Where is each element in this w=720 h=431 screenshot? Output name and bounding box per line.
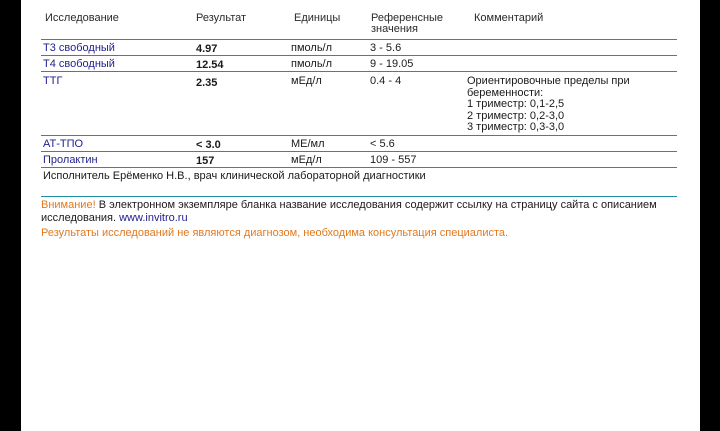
row-t3-reference: 3 - 5.6 bbox=[370, 42, 402, 54]
row-t4-units: пмоль/л bbox=[291, 58, 333, 70]
header-reference-line2: значения bbox=[371, 23, 419, 35]
row-t4-result: 12.54 bbox=[196, 59, 224, 71]
row-divider bbox=[41, 151, 677, 152]
row-t3-units: пмоль/л bbox=[291, 42, 333, 54]
row-attpo-name: АТ-ТПО bbox=[43, 138, 84, 150]
row-attpo-result: < 3.0 bbox=[196, 139, 221, 151]
comment-line: беременности: bbox=[467, 86, 544, 99]
lab-report-page bbox=[21, 0, 700, 431]
row-prolactin-units: мЕд/л bbox=[291, 154, 322, 166]
notice-block bbox=[41, 199, 681, 225]
row-prolactin-result: 157 bbox=[196, 155, 215, 167]
row-ttg-reference: 0.4 - 4 bbox=[370, 75, 402, 87]
row-prolactin-reference: 109 - 557 bbox=[370, 154, 417, 166]
executor-line: Исполнитель Ерёменко Н.В., врач клинической лабораторной диагностики bbox=[43, 170, 426, 182]
row-t3-name: Т3 свободный bbox=[43, 42, 115, 54]
row-attpo-reference: < 5.6 bbox=[370, 138, 395, 150]
row-divider bbox=[41, 55, 677, 56]
header-result: Результат bbox=[196, 12, 247, 24]
header-comment: Комментарий bbox=[474, 12, 544, 24]
comment-line: 3 триместр: 0,3-3,0 bbox=[467, 121, 565, 133]
row-ttg-units: мЕд/л bbox=[291, 75, 322, 87]
header-reference-line1: Референсные bbox=[371, 12, 444, 24]
row-attpo-units: МЕ/мл bbox=[291, 138, 325, 150]
notice-divider bbox=[41, 196, 677, 197]
comment-line: 1 триместр: 0,1-2,5 bbox=[467, 98, 565, 110]
row-ttg-result: 2.35 bbox=[196, 77, 218, 89]
row-t4-reference: 9 - 19.05 bbox=[370, 58, 414, 70]
row-t3-result: 4.97 bbox=[196, 43, 218, 55]
header-divider bbox=[41, 39, 677, 40]
warning-word: Внимание! bbox=[41, 199, 96, 211]
header-units: Единицы bbox=[294, 12, 341, 24]
header-study: Исследование bbox=[45, 12, 119, 24]
disclaimer-text: Результаты исследований не являются диагнозом, необходима консультация специалиста. bbox=[41, 227, 509, 239]
notice-text: В электронном экземпляре бланка название исследования содержит ссылку на страницу сайта с описанием исследования. bbox=[41, 199, 657, 224]
row-divider bbox=[41, 71, 677, 72]
comment-line: Ориентировочные пределы при bbox=[467, 75, 630, 87]
row-t4-name: Т4 свободный bbox=[43, 58, 115, 70]
row-divider bbox=[41, 135, 677, 136]
row-divider bbox=[41, 167, 677, 168]
row-ttg-name: ТТГ bbox=[43, 75, 63, 87]
comment-line: 2 триместр: 0,2-3,0 bbox=[467, 109, 565, 122]
invitro-link[interactable]: www.invitro.ru bbox=[119, 212, 188, 224]
row-prolactin-name: Пролактин bbox=[43, 154, 98, 166]
row-ttg-comment bbox=[467, 76, 630, 134]
header-reference bbox=[371, 13, 461, 35]
